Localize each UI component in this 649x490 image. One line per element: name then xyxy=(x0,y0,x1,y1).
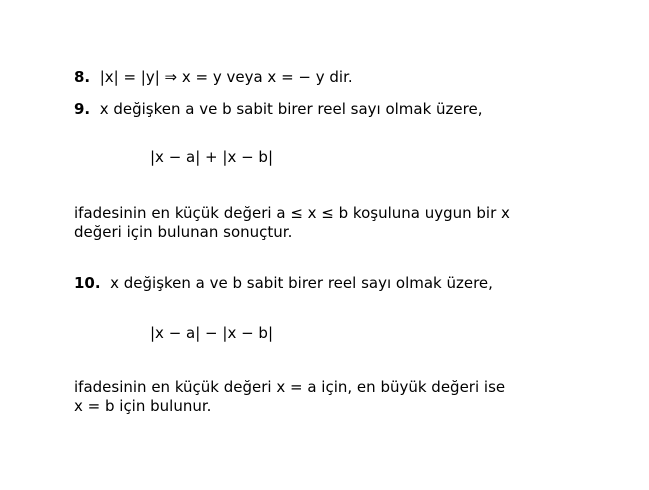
item-intro: x değişken a ve b sabit birer reel sayı olmak üzere, xyxy=(110,274,493,292)
description-line: ifadesinin en küçük değeri a ≤ x ≤ b koşuluna uygun bir x xyxy=(74,204,510,222)
item-10 xyxy=(74,274,493,293)
description-line: ifadesinin en küçük değeri x = a için, en büyük değeri ise xyxy=(74,378,506,396)
description-line: x = b için bulunur. xyxy=(74,397,212,415)
item-number: 10. xyxy=(74,274,101,292)
formula-sum: |x − a| + |x − b| xyxy=(150,148,273,166)
item-text: |x| = |y| ⇒ x = y veya x = − y dir. xyxy=(99,68,353,86)
item-9 xyxy=(74,100,483,119)
formula-difference: |x − a| − |x − b| xyxy=(150,324,273,342)
item-intro: x değişken a ve b sabit birer reel sayı olmak üzere, xyxy=(99,100,483,118)
item-number: 9. xyxy=(74,100,91,118)
description-line: değeri için bulunan sonuçtur. xyxy=(74,223,293,241)
item-number: 8. xyxy=(74,68,91,86)
item-8 xyxy=(74,68,353,87)
